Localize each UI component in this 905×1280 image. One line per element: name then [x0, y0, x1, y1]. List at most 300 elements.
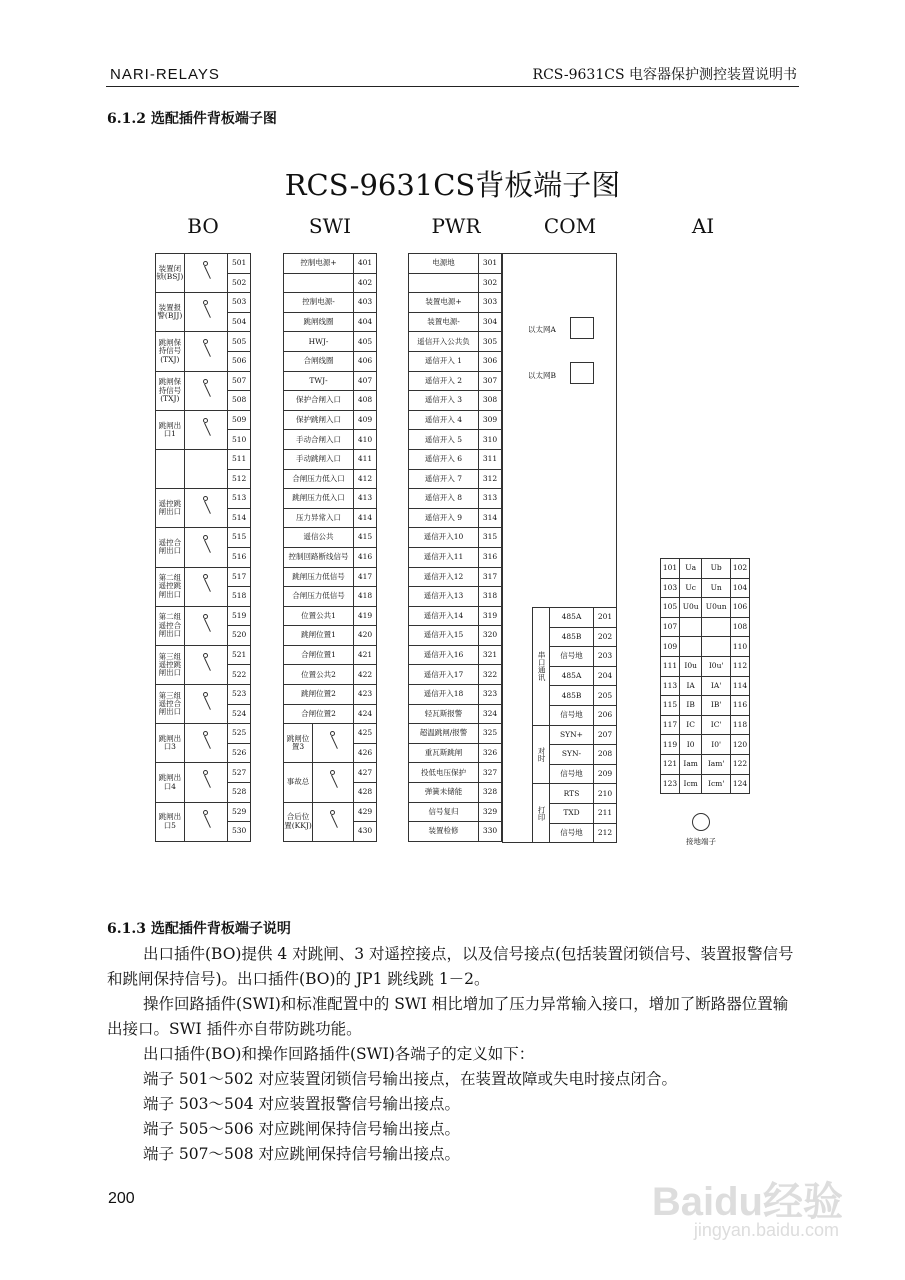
terminal-number: 514	[228, 508, 251, 528]
diagram-title: RCS-9631CS背板端子图	[284, 168, 621, 202]
table-row	[156, 332, 251, 352]
ai-signal: I0u'	[702, 656, 731, 676]
ai-signal: U0u	[680, 598, 702, 618]
terminal-number: 512	[228, 469, 251, 489]
table-row	[409, 822, 502, 842]
ai-signal: U0un	[702, 598, 731, 618]
swi-label: 保护跳闸入口	[284, 410, 354, 430]
table-row	[409, 312, 502, 332]
pwr-terminal-table	[408, 253, 502, 842]
pwr-label	[409, 273, 479, 293]
table-row	[661, 735, 750, 755]
table-row	[533, 608, 617, 628]
terminal-number: 107	[661, 617, 680, 637]
switch-contact-icon	[202, 533, 210, 559]
table-row	[284, 802, 377, 822]
terminal-number: 313	[479, 489, 502, 509]
table-row	[409, 528, 502, 548]
terminal-number: 429	[354, 802, 377, 822]
swi-label: 事故总	[284, 763, 313, 802]
bo-label: 跳闸保持信号(TXJ)	[156, 371, 185, 410]
ai-signal	[702, 637, 731, 657]
com-signal: TXD	[550, 803, 594, 823]
bo-terminal-table	[155, 253, 251, 842]
table-row	[284, 273, 377, 293]
terminal-number: 430	[354, 822, 377, 842]
terminal-number: 505	[228, 332, 251, 352]
bo-label	[156, 449, 185, 488]
ai-signal: IB'	[702, 696, 731, 716]
terminal-number: 204	[594, 666, 617, 686]
paragraph-3: 出口插件(BO)和操作回路插件(SWI)各端子的定义如下：	[143, 1045, 535, 1063]
table-row	[409, 332, 502, 352]
terminal-number: 403	[354, 293, 377, 313]
ai-signal: IC'	[702, 715, 731, 735]
swi-label: 合闸压力低信号	[284, 587, 354, 607]
terminal-number: 118	[731, 715, 750, 735]
contact-symbol	[184, 724, 228, 763]
terminal-number: 114	[731, 676, 750, 696]
terminal-number: 416	[354, 547, 377, 567]
table-row	[156, 685, 251, 705]
terminal-number: 104	[731, 578, 750, 598]
table-row	[409, 293, 502, 313]
terminal-number: 203	[594, 647, 617, 667]
terminal-number: 305	[479, 332, 502, 352]
terminal-number: 311	[479, 449, 502, 469]
switch-contact-icon	[202, 651, 210, 677]
pwr-label: 遥信开入17	[409, 665, 479, 685]
table-row	[284, 351, 377, 371]
ai-signal: IC	[680, 715, 702, 735]
table-row	[661, 637, 750, 657]
table-row	[409, 685, 502, 705]
terminal-number: 310	[479, 430, 502, 450]
terminal-number: 404	[354, 312, 377, 332]
ai-signal: Ub	[702, 559, 731, 579]
terminal-number: 414	[354, 508, 377, 528]
pwr-label: 遥信开入10	[409, 528, 479, 548]
terminal-number: 402	[354, 273, 377, 293]
terminal-number: 309	[479, 410, 502, 430]
table-row	[284, 312, 377, 332]
table-row	[284, 528, 377, 548]
terminal-number: 211	[594, 803, 617, 823]
pwr-label: 轻瓦斯报警	[409, 704, 479, 724]
table-row	[661, 617, 750, 637]
eth-b-label: 以太网B	[528, 371, 557, 380]
contact-symbol	[184, 293, 228, 332]
swi-label: 合闸位置2	[284, 704, 354, 724]
table-row	[284, 293, 377, 313]
terminal-number: 307	[479, 371, 502, 391]
terminal-number: 206	[594, 705, 617, 725]
table-row	[156, 489, 251, 509]
table-row	[661, 774, 750, 794]
ai-signal: Uc	[680, 578, 702, 598]
com-signal: 485A	[550, 608, 594, 628]
terminal-number: 306	[479, 351, 502, 371]
swi-label: 合闸压力低入口	[284, 469, 354, 489]
terminal-number: 120	[731, 735, 750, 755]
table-row	[409, 606, 502, 626]
com-terminal-table	[532, 607, 617, 843]
watermark-logo: Baidu经验	[651, 1180, 843, 1224]
terminal-number: 401	[354, 254, 377, 274]
section-heading-6-1-3: 6.1.3 选配插件背板端子说明	[107, 921, 291, 937]
terminal-number: 101	[661, 559, 680, 579]
table-row	[156, 606, 251, 626]
terminal-number: 326	[479, 743, 502, 763]
bo-label: 装置报警(BJJ)	[156, 293, 185, 332]
terminal-number: 503	[228, 293, 251, 313]
terminal-number: 527	[228, 763, 251, 783]
switch-contact-icon	[202, 494, 210, 520]
ai-signal: I0	[680, 735, 702, 755]
table-row	[409, 391, 502, 411]
table-row	[284, 332, 377, 352]
bo-label: 跳闸出口1	[156, 410, 185, 449]
table-row	[409, 587, 502, 607]
terminal-number: 427	[354, 763, 377, 783]
terminal-number: 521	[228, 645, 251, 665]
swi-label: 跳闸位置1	[284, 626, 354, 646]
pwr-label: 遥信开入11	[409, 547, 479, 567]
terminal-number: 519	[228, 606, 251, 626]
paragraph-4: 端子 501～502 对应装置闭锁信号输出接点，在装置故障或失电时接点闭合。	[143, 1070, 678, 1088]
swi-label: 跳闸位置2	[284, 685, 354, 705]
table-row	[284, 685, 377, 705]
terminal-number: 508	[228, 391, 251, 411]
contact-symbol	[184, 254, 228, 293]
pwr-label: 遥信开入13	[409, 587, 479, 607]
table-row	[284, 430, 377, 450]
ai-signal: I0u	[680, 656, 702, 676]
ai-signal: Icm	[680, 774, 702, 794]
terminal-number: 502	[228, 273, 251, 293]
table-row	[284, 449, 377, 469]
ground-terminal-label: 接地端子	[686, 837, 716, 846]
table-row	[409, 665, 502, 685]
terminal-number: 422	[354, 665, 377, 685]
table-row	[284, 704, 377, 724]
table-row	[409, 254, 502, 274]
table-row	[661, 696, 750, 716]
pwr-label: 遥信开入 4	[409, 410, 479, 430]
com-signal: 信号地	[550, 764, 594, 784]
terminal-number: 119	[661, 735, 680, 755]
terminal-number: 426	[354, 743, 377, 763]
ai-signal: Iam	[680, 754, 702, 774]
terminal-number: 103	[661, 578, 680, 598]
terminal-number: 509	[228, 410, 251, 430]
table-row	[284, 665, 377, 685]
terminal-number: 210	[594, 784, 617, 804]
contact-symbol	[313, 724, 354, 763]
terminal-number: 121	[661, 754, 680, 774]
terminal-number: 525	[228, 724, 251, 744]
pwr-label: 遥信开入 7	[409, 469, 479, 489]
ground-terminal-icon	[692, 813, 710, 831]
terminal-number: 201	[594, 608, 617, 628]
contact-symbol	[184, 802, 228, 841]
terminal-number: 108	[731, 617, 750, 637]
table-row	[156, 293, 251, 313]
terminal-number: 207	[594, 725, 617, 745]
table-row	[409, 489, 502, 509]
terminal-number: 408	[354, 391, 377, 411]
com-group-label: 打印	[533, 784, 550, 843]
swi-label: 跳闸线圈	[284, 312, 354, 332]
page-number: 200	[108, 1190, 135, 1207]
table-row	[409, 273, 502, 293]
terminal-number: 405	[354, 332, 377, 352]
terminal-number: 303	[479, 293, 502, 313]
terminal-number: 421	[354, 645, 377, 665]
terminal-number: 518	[228, 587, 251, 607]
pwr-label: 遥信开入12	[409, 567, 479, 587]
terminal-number: 302	[479, 273, 502, 293]
table-row	[284, 489, 377, 509]
table-row	[409, 704, 502, 724]
swi-label: 控制电源+	[284, 254, 354, 274]
pwr-label: 遥信开入15	[409, 626, 479, 646]
table-row	[284, 254, 377, 274]
table-row	[156, 763, 251, 783]
com-signal: SYN-	[550, 745, 594, 765]
bo-label: 跳闸保持信号(TXJ)	[156, 332, 185, 371]
terminal-number: 105	[661, 598, 680, 618]
terminal-number: 316	[479, 547, 502, 567]
ai-signal: Ua	[680, 559, 702, 579]
pwr-label: 电源地	[409, 254, 479, 274]
table-row	[156, 567, 251, 587]
com-signal: 信号地	[550, 647, 594, 667]
col-head-com: COM	[543, 214, 597, 238]
terminal-number: 319	[479, 606, 502, 626]
com-signal: RTS	[550, 784, 594, 804]
switch-contact-icon	[329, 768, 337, 794]
switch-contact-icon	[202, 690, 210, 716]
pwr-label: 弹簧未储能	[409, 783, 479, 803]
table-row	[409, 410, 502, 430]
terminal-number: 411	[354, 449, 377, 469]
contact-symbol	[184, 410, 228, 449]
terminal-number: 328	[479, 783, 502, 803]
pwr-label: 遥信开入18	[409, 685, 479, 705]
terminal-number: 123	[661, 774, 680, 794]
eth-a-label: 以太网A	[528, 325, 556, 334]
swi-label: 压力异常入口	[284, 508, 354, 528]
terminal-number: 212	[594, 823, 617, 843]
table-row	[409, 508, 502, 528]
table-row	[409, 724, 502, 744]
pwr-label: 装置电源+	[409, 293, 479, 313]
swi-label: HWJ-	[284, 332, 354, 352]
com-signal: 485B	[550, 686, 594, 706]
ai-signal: IA'	[702, 676, 731, 696]
swi-label: 控制回路断线信号	[284, 547, 354, 567]
paragraph-5: 端子 503～504 对应装置报警信号输出接点。	[143, 1095, 461, 1113]
contact-symbol	[184, 332, 228, 371]
bo-label: 第三组遥控跳闸出口	[156, 645, 185, 684]
table-row	[284, 587, 377, 607]
table-row	[409, 351, 502, 371]
pwr-label: 遥信开入 5	[409, 430, 479, 450]
table-row	[284, 724, 377, 744]
terminal-number: 420	[354, 626, 377, 646]
terminal-number: 323	[479, 685, 502, 705]
swi-label: 手动合闸入口	[284, 430, 354, 450]
terminal-number: 524	[228, 704, 251, 724]
contact-symbol	[184, 606, 228, 645]
bo-label: 遥控合闸出口	[156, 528, 185, 567]
swi-terminal-table	[283, 253, 377, 842]
bo-label: 跳闸出口4	[156, 763, 185, 802]
swi-label: 遥信公共	[284, 528, 354, 548]
terminal-number: 205	[594, 686, 617, 706]
terminal-number: 109	[661, 637, 680, 657]
com-group-label: 对时	[533, 725, 550, 784]
terminal-number: 106	[731, 598, 750, 618]
swi-label	[284, 273, 354, 293]
contact-symbol	[184, 567, 228, 606]
terminal-number: 425	[354, 724, 377, 744]
pwr-label: 遥信开入14	[409, 606, 479, 626]
table-row	[156, 410, 251, 430]
table-row	[284, 410, 377, 430]
terminal-number: 530	[228, 822, 251, 842]
terminal-number: 112	[731, 656, 750, 676]
terminal-number: 510	[228, 430, 251, 450]
table-row	[409, 469, 502, 489]
terminal-number: 321	[479, 645, 502, 665]
bo-label: 跳闸出口3	[156, 724, 185, 763]
contact-symbol	[313, 763, 354, 802]
col-head-pwr: PWR	[431, 214, 481, 238]
terminal-number: 314	[479, 508, 502, 528]
table-row	[284, 391, 377, 411]
ai-signal	[680, 637, 702, 657]
paragraph-7: 端子 507～508 对应跳闸保持信号输出接点。	[143, 1145, 461, 1163]
contact-symbol	[184, 449, 228, 488]
terminal-number: 330	[479, 822, 502, 842]
terminal-number: 115	[661, 696, 680, 716]
terminal-number: 208	[594, 745, 617, 765]
com-signal: SYN+	[550, 725, 594, 745]
terminal-number: 424	[354, 704, 377, 724]
table-row	[661, 715, 750, 735]
swi-label: 跳闸压力低信号	[284, 567, 354, 587]
terminal-number: 308	[479, 391, 502, 411]
section-heading-6-1-2: 6.1.2 选配插件背板端子图	[107, 111, 277, 127]
ai-signal: IB	[680, 696, 702, 716]
switch-contact-icon	[202, 298, 210, 324]
terminal-number: 315	[479, 528, 502, 548]
table-row	[284, 763, 377, 783]
terminal-number: 329	[479, 802, 502, 822]
table-row	[409, 547, 502, 567]
table-row	[156, 528, 251, 548]
header-divider	[106, 86, 799, 87]
table-row	[409, 783, 502, 803]
terminal-number: 418	[354, 587, 377, 607]
com-signal: 信号地	[550, 823, 594, 843]
terminal-number: 520	[228, 626, 251, 646]
table-row	[156, 645, 251, 665]
table-row	[409, 802, 502, 822]
paragraph-6: 端子 505～506 对应跳闸保持信号输出接点。	[143, 1120, 461, 1138]
contact-symbol	[184, 371, 228, 410]
terminal-number: 327	[479, 763, 502, 783]
contact-symbol	[184, 763, 228, 802]
switch-contact-icon	[329, 808, 337, 834]
swi-label: 跳闸压力低入口	[284, 489, 354, 509]
terminal-number: 410	[354, 430, 377, 450]
terminal-number: 102	[731, 559, 750, 579]
eth-a-port-icon	[570, 317, 594, 339]
com-signal: 信号地	[550, 705, 594, 725]
table-row	[156, 802, 251, 822]
contact-symbol	[184, 685, 228, 724]
terminal-number: 317	[479, 567, 502, 587]
paragraph-1: 出口插件(BO)提供 4 对跳闸、3 对遥控接点，以及信号接点(包括装置闭锁信号、装置报警信号和跳闸保持信号)。出口插件(BO)的 JP1 跳线跳 1－2。	[107, 945, 794, 988]
pwr-label: 遥信开入 8	[409, 489, 479, 509]
contact-symbol	[184, 645, 228, 684]
ai-terminal-table	[660, 558, 750, 794]
pwr-label: 信号复归	[409, 802, 479, 822]
terminal-number: 117	[661, 715, 680, 735]
swi-label: 跳闸位置3	[284, 724, 313, 763]
terminal-number: 124	[731, 774, 750, 794]
terminal-number: 501	[228, 254, 251, 274]
terminal-number: 423	[354, 685, 377, 705]
table-row	[661, 559, 750, 579]
pwr-label: 遥信开入公共负	[409, 332, 479, 352]
pwr-label: 遥信开入 9	[409, 508, 479, 528]
table-row	[156, 371, 251, 391]
terminal-number: 504	[228, 312, 251, 332]
com-signal: 485B	[550, 627, 594, 647]
switch-contact-icon	[202, 259, 210, 285]
ai-signal: I0'	[702, 735, 731, 755]
table-row	[284, 547, 377, 567]
terminal-number: 522	[228, 665, 251, 685]
swi-label: 控制电源-	[284, 293, 354, 313]
terminal-number: 412	[354, 469, 377, 489]
bo-label: 第二组遥控跳闸出口	[156, 567, 185, 606]
pwr-label: 超温跳闸/报警	[409, 724, 479, 744]
swi-label: 位置公共2	[284, 665, 354, 685]
table-row	[284, 469, 377, 489]
terminal-number: 113	[661, 676, 680, 696]
terminal-number: 515	[228, 528, 251, 548]
switch-contact-icon	[202, 808, 210, 834]
terminal-number: 506	[228, 351, 251, 371]
table-row	[409, 430, 502, 450]
contact-symbol	[313, 802, 354, 841]
table-row	[409, 743, 502, 763]
bo-label: 装置闭锁(BSJ)	[156, 254, 185, 293]
bo-label: 遥控跳闸出口	[156, 489, 185, 528]
swi-label: 合闸线圈	[284, 351, 354, 371]
table-row	[284, 371, 377, 391]
pwr-label: 投低电压保护	[409, 763, 479, 783]
terminal-number: 318	[479, 587, 502, 607]
ai-signal: Icm'	[702, 774, 731, 794]
table-row	[284, 645, 377, 665]
terminal-number: 209	[594, 764, 617, 784]
